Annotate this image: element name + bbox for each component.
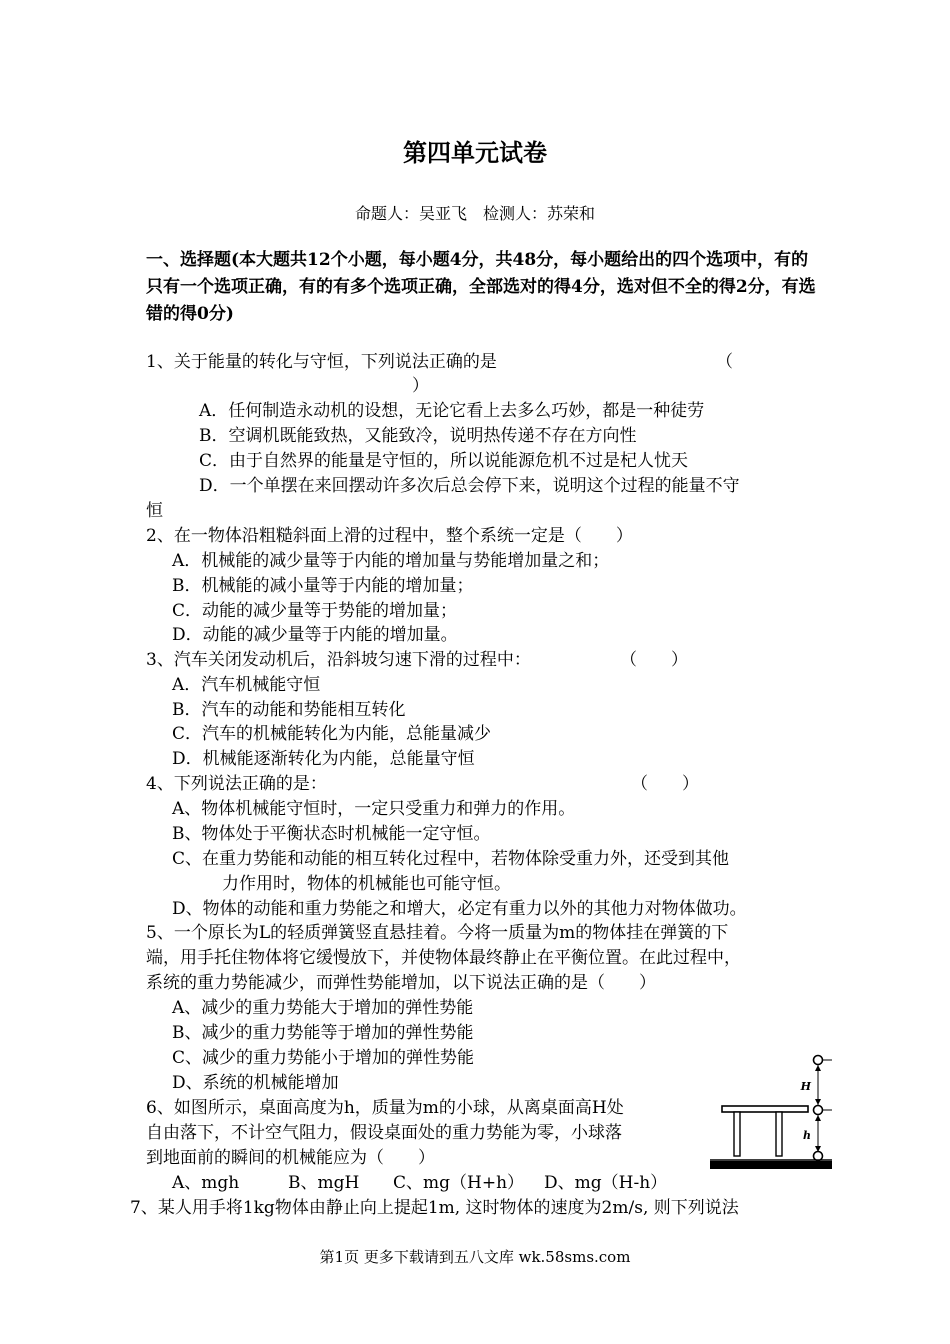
q1-option-a: A．任何制造永动机的设想，无论它看上去多么巧妙，都是一种徒劳 bbox=[199, 401, 705, 421]
q4-option-a: A、物体机械能守恒时，一定只受重力和弹力的作用。 bbox=[172, 799, 576, 819]
q2-option-b: B．机械能的减小量等于内能的增加量； bbox=[172, 576, 474, 596]
arrow-down-icon bbox=[815, 1099, 821, 1105]
section-heading: 一、选择题(本大题共12个小题，每小题4分，共48分，每小题给出的四个选项中，有的只有一个选项正确，有的有多个选项正确，全部选对的得4分，选对但不全的得2分，有选错的得0分) bbox=[146, 250, 816, 324]
table-top bbox=[722, 1106, 808, 1112]
q1-option-d: D．一个单摆在来回摆动许多次后总会停下来，说明这个过程的能量不守 bbox=[199, 476, 740, 496]
q6-option-d: D、mg（H-h） bbox=[544, 1173, 668, 1193]
q1-paren-open: （ bbox=[716, 352, 733, 372]
q4-option-d: D、物体的动能和重力势能之和增大，必定有重力以外的其他力对物体做功。 bbox=[172, 899, 747, 919]
q3-option-d: D．机械能逐渐转化为内能，总能量守恒 bbox=[172, 749, 475, 769]
q1-stem: 1、关于能量的转化与守恒，下列说法正确的是 bbox=[146, 352, 497, 372]
q5-option-d: D、系统的机械能增加 bbox=[172, 1073, 339, 1093]
q5-option-b: B、减少的重力势能等于增加的弹性势能 bbox=[172, 1023, 474, 1043]
ball-floor-icon bbox=[814, 1152, 823, 1161]
q2-option-a: A．机械能的减少量等于内能的增加量与势能增加量之和； bbox=[172, 551, 610, 571]
q4-option-b: B、物体处于平衡状态时机械能一定守恒。 bbox=[172, 824, 491, 844]
label-H: H bbox=[800, 1080, 811, 1093]
q4-paren: （ ） bbox=[631, 774, 699, 794]
q6-option-b: B、mgH bbox=[288, 1173, 360, 1193]
ball-top-icon bbox=[814, 1056, 823, 1065]
q6-option-c: C、mg（H+h） bbox=[393, 1173, 525, 1193]
label-h: h bbox=[803, 1129, 811, 1142]
q1-option-d-cont: 恒 bbox=[146, 501, 163, 521]
q2-stem: 2、在一物体沿粗糙斜面上滑的过程中，整个系统一定是（ ） bbox=[146, 526, 633, 546]
arrow-up-icon bbox=[815, 1065, 821, 1071]
q6-stem-line2: 自由落下，不计空气阻力，假设桌面处的重力势能为零，小球落 bbox=[146, 1123, 622, 1143]
q7-stem-line1: 7、某人用手将1kg物体由静止向上提起1m, 这时物体的速度为2m/s, 则下列说法 bbox=[130, 1198, 739, 1218]
q3-option-b: B．汽车的动能和势能相互转化 bbox=[172, 700, 406, 720]
q2-option-d: D．动能的减少量等于内能的增加量。 bbox=[172, 625, 458, 645]
table-leg-left bbox=[734, 1112, 740, 1156]
q5-stem-line3: 系统的重力势能减少，而弹性势能增加，以下说法正确的是（ ） bbox=[146, 973, 656, 993]
q6-stem-line1: 6、如图所示，桌面高度为h，质量为m的小球，从离桌面高H处 bbox=[146, 1098, 624, 1118]
q4-option-c: C、在重力势能和动能的相互转化过程中，若物体除受重力外，还受到其他 bbox=[172, 849, 730, 869]
q6-stem-line3: 到地面前的瞬间的机械能应为（ ） bbox=[146, 1148, 435, 1168]
q5-stem-line1: 5、一个原长为L的轻质弹簧竖直悬挂着。今将一质量为m的物体挂在弹簧的下 bbox=[146, 923, 729, 943]
authors-line: 命题人：吴亚飞 检测人：苏荣和 bbox=[354, 204, 595, 223]
page-title: 第四单元试卷 bbox=[403, 138, 547, 167]
q1-option-c: C．由于自然界的能量是守恒的，所以说能源危机不过是杞人忧天 bbox=[199, 451, 689, 471]
q4-stem: 4、下列说法正确的是： bbox=[146, 774, 327, 794]
q2-option-c: C．动能的减少量等于势能的增加量； bbox=[172, 601, 458, 621]
q1-paren-close: ） bbox=[412, 376, 429, 396]
q6-figure bbox=[708, 1050, 832, 1174]
q3-paren: （ ） bbox=[620, 650, 688, 670]
q5-option-c: C、减少的重力势能小于增加的弹性势能 bbox=[172, 1048, 475, 1068]
q3-option-a: A．汽车机械能守恒 bbox=[172, 675, 321, 695]
q3-option-c: C．汽车的机械能转化为内能，总能量减少 bbox=[172, 724, 492, 744]
q5-option-a: A、减少的重力势能大于增加的弹性势能 bbox=[172, 998, 474, 1018]
ball-table-level-icon bbox=[814, 1106, 823, 1115]
floor bbox=[710, 1161, 832, 1169]
q4-option-c-cont: 力作用时，物体的机械能也可能守恒。 bbox=[222, 874, 511, 894]
q6-option-a: A、mgh bbox=[172, 1173, 240, 1193]
page-footer: 第1页 更多下载请到五八文库 wk.58sms.com bbox=[319, 1248, 631, 1266]
q3-stem: 3、汽车关闭发动机后，沿斜坡匀速下滑的过程中： bbox=[146, 650, 531, 670]
arrow-up-small-icon bbox=[815, 1115, 821, 1121]
table-leg-right bbox=[776, 1112, 782, 1156]
q5-stem-line2: 端，用手托住物体将它缓慢放下，并使物体最终静止在平衡位置。在此过程中， bbox=[146, 948, 741, 968]
q1-option-b: B．空调机既能致热，又能致冷，说明热传递不存在方向性 bbox=[199, 426, 637, 446]
table-ball-diagram bbox=[708, 1050, 832, 1174]
